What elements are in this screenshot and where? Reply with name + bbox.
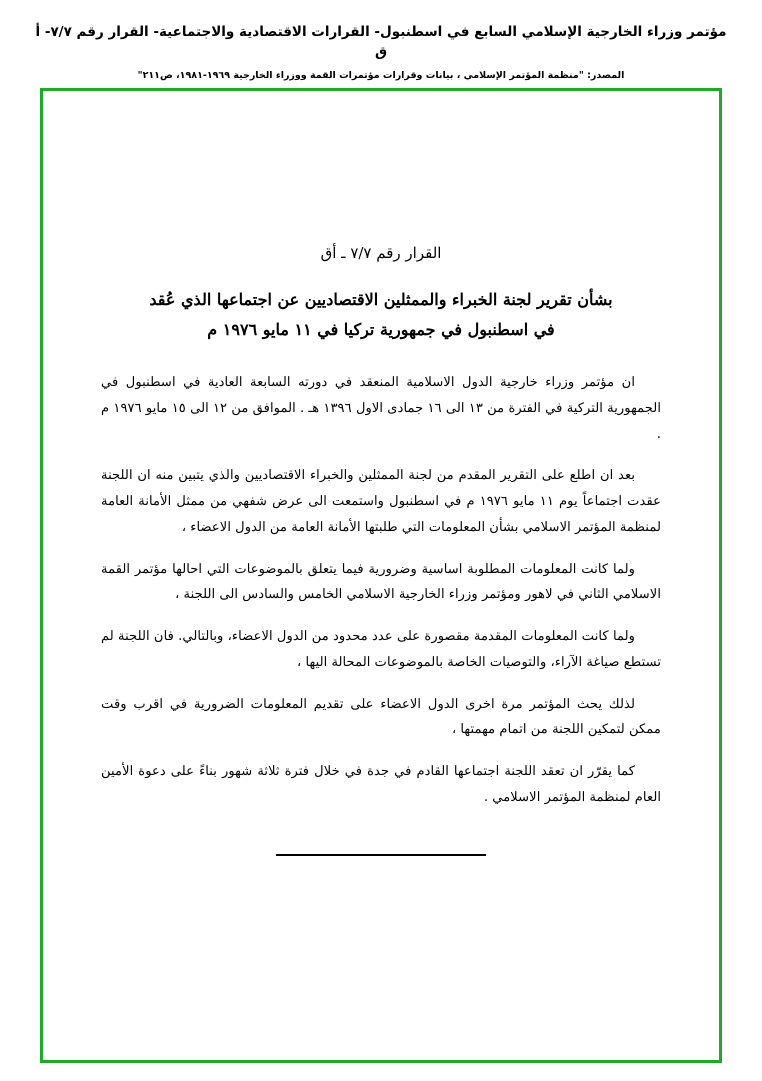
- body-paragraph: بعد ان اطلع على التقرير المقدم من لجنة الممثلين والخبراء الاقتصاديين والذي يتبين منه ان اللجنة عقدت اجتماعاً يوم ١١ مايو ١٩٧٦ م في اسطنبول واستمعت الى عرض شفهي من ممثل الأمانة العامة لمنظمة المؤتمر الاسلامي بشأن المعلومات التي طلبتها الأمانة العامة من الدول الاعضاء ،: [101, 468, 661, 535]
- body-paragraph: لذلك يحث المؤتمر مرة اخرى الدول الاعضاء على تقديم المعلومات الضرورية في اقرب وقت ممكن لتمكين اللجنة من اتمام مهمتها ،: [101, 696, 661, 738]
- green-border-frame: [40, 88, 722, 1063]
- closing-rule: [276, 854, 486, 856]
- document-body: [43, 91, 719, 856]
- resolution-number: القرار رقم ٧/٧ ـ أق: [320, 244, 442, 262]
- body-paragraph: ولما كانت المعلومات المطلوبة اساسية وضرورية فيما يتعلق بالموضوعات التي احالها مؤتمر القمة الاسلامي الثاني في لاهور ومؤتمر وزراء الخارجية الاسلامي الخامس والسادس الى اللجنة ،: [101, 561, 661, 603]
- resolution-title: بشأن تقرير لجنة الخبراء والممثلين الاقتصاديين عن اجتماعها الذي عُقد في اسطنبول في جمهورية تركيا في ١١ مايو ١٩٧٦ م: [149, 290, 613, 339]
- header-source-note: المصدر: "منظمة المؤتمر الإسلامي ، بيانات وقرارات مؤتمرات القمة ووزراء الخارجية ١٩٦٩-١٩٨١، ص٢١١": [137, 69, 625, 81]
- body-paragraph: ولما كانت المعلومات المقدمة مقصورة على عدد محدود من الدول الاعضاء، وبالتالي. فان اللجنة لم تستطع صياغة الآراء، والتوصيات الخاصة بالموضوعات المحالة اليها ،: [101, 629, 661, 670]
- body-paragraph: ان مؤتمر وزراء خارجية الدول الاسلامية المنعقد في دورته السابعة العادية في اسطنبول في الجمهورية التركية في الفترة من ١٣ الى ١٦ جمادى الاول ١٣٩٦ هـ . الموافق من ١٢ الى ١٥ مايو ١٩٧٦ م .: [101, 375, 661, 442]
- header-title: مؤتمر وزراء الخارجية الإسلامي السابع في اسطنبول- القرارات الاقتصادية والاجتماعية- القرار رقم ٧/٧- أ ق: [35, 24, 727, 61]
- document-header: [0, 0, 762, 81]
- closing-rule-container: [101, 854, 661, 856]
- body-paragraph: كما يقرّر ان تعقد اللجنة اجتماعها القادم في جدة في خلال فترة ثلاثة شهور بناءً على دعوة الأمين العام لمنظمة المؤتمر الاسلامي .: [101, 764, 661, 805]
